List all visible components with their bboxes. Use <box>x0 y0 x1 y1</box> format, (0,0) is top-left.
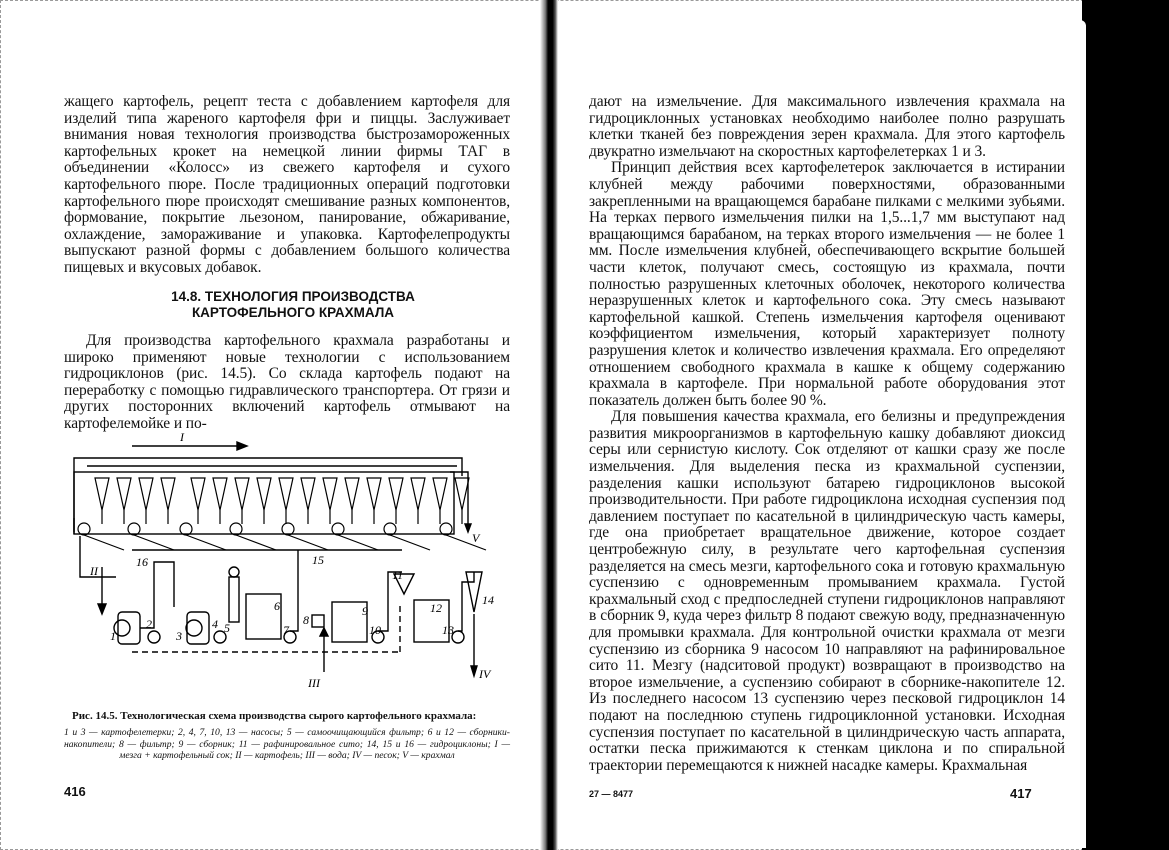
label-10: 10 <box>369 623 381 637</box>
grater-3-drum <box>186 620 202 636</box>
battery-pump <box>128 523 140 535</box>
sand-output-arrowhead <box>471 666 477 676</box>
label-V: V <box>472 531 480 545</box>
starch-output-arrowhead <box>465 524 471 532</box>
hydrocyclone-cone <box>455 478 469 510</box>
grater-1 <box>118 612 140 644</box>
left-paragraph-top <box>64 94 510 277</box>
left-paragraph-top-text: жащего картофель, рецепт теста с добавлением картофеля для изделий типа жареного картофеля фри и пиццы. Заслуживает внимания новая технология производства быстрозамороженных картофельных крокет на немецкой линии фирмы ТАГ в объединении «Колосс» из свежего картофеля и сухого картофельного пюре. После традиционных операций подготовки картофельного пюре происходят смешивание разных компонентов, формование, покрытие льезоном, панирование, обжаривание, охлаждение, замораживание и упаковка. Картофелепродукты выпускают разной формы с добавлением большого количества пищевых и вкусовых добавок. <box>64 93 510 276</box>
hydrocyclone-cone <box>191 478 205 510</box>
battery-pump <box>384 523 396 535</box>
left-page-number: 416 <box>64 784 86 799</box>
battery-feed-line <box>446 535 486 550</box>
label-II: II <box>90 564 98 578</box>
hydrocyclone-cone <box>257 478 271 510</box>
label-I: I <box>180 432 184 444</box>
right-page <box>549 0 1169 850</box>
hydrocyclone-cone <box>117 478 131 510</box>
label-15: 15 <box>312 553 324 567</box>
battery-pump <box>78 523 90 535</box>
right-paragraph-2: Принцип действия всех картофелетерок заключается в истирании клубней между рабочими поверхностями, образованными закрепленными на вращающемся барабане пилками с мелкими зубьями. На терках первого измельчения пилки на 1,5...1,7 мм выступают над вращающимся барабаном, на терках второго измельчения — не более 1 мм. После измельчения клубней, обеспечивающего вскрытие большей части клеток, получают смесь, состоящую из крахмала, почти полностью разрушенных клеточных оболочек, некоторого количества неразрушенных клеток и картофельного сока. Эту смесь называют картофельной кашкой. Степень измельчения картофеля оценивают коэффициентом измельчения, который характеризует полноту разрушения клеток и количество извлечения крахмала. Его определяют отношением свободного крахмала в кашке к общему содержанию крахмала в картофеле. При нормальной работе оборудования этот показатель должен быть более 90 %. <box>589 159 1065 409</box>
battery-pump <box>282 523 294 535</box>
hydrocyclone-cone <box>301 478 315 510</box>
figure-legend: 1 и 3 — картофелетерки; 2, 4, 7, 10, 13 — насосы; 5 — самоочищающийся фильтр; 6 и 12 — сборники-накопители; 8 — фильтр; 9 — сборник; 11 — рафинировальное сито; 14, 15 и 16 — гидроциклоны; I — мезга + картофельный сок; II — картофель; III — вода; IV — песок; V — крахмал <box>64 727 510 762</box>
grater-3 <box>187 612 209 644</box>
battery-feed-line <box>338 535 378 550</box>
battery-pump <box>440 523 452 535</box>
flow-I-arrowhead <box>237 442 247 450</box>
label-2: 2 <box>146 617 152 631</box>
filter-5-top <box>229 567 239 577</box>
right-paragraph-1: дают на измельчение. Для максимального извлечения крахмала на гидроциклонных установках необходимо наиболее полно разрушать клетки тканей без повреждения зерен крахмала. Для этого картофель двукратно измельчают на скоростных картофелетерках 1 и 3. <box>589 93 1065 160</box>
label-4: 4 <box>212 617 218 631</box>
right-column <box>589 94 1065 774</box>
label-3: 3 <box>176 629 182 643</box>
hydrocyclone-cone <box>367 478 381 510</box>
left-paragraph-section <box>64 333 510 433</box>
hydrocyclone-cone <box>95 478 109 510</box>
battery-pump <box>230 523 242 535</box>
battery-feed-line <box>134 535 174 550</box>
left-page <box>0 0 545 850</box>
battery-pump <box>332 523 344 535</box>
left-paragraph-section-text: Для производства картофельного крахмала разработаны и широко применяют новые технологии с использованием гидроциклонов (рис. 14.5). Со склада картофель подают на переработку с помощью гидравлического транспортера. От грязи и других посторонних включений картофель отмывают на картофелемойке и по- <box>64 332 510 432</box>
hydrocyclone-cone <box>323 478 337 510</box>
label-16: 16 <box>136 555 148 569</box>
battery-feed-line <box>84 535 124 550</box>
label-7: 7 <box>283 623 289 637</box>
return-to-15 <box>290 550 298 631</box>
battery-feed-line <box>390 535 430 550</box>
potato-input-arrowhead <box>98 604 106 614</box>
battery-feed-line <box>288 535 328 550</box>
process-flow-diagram <box>62 432 512 694</box>
hydrocyclone-cone <box>279 478 293 510</box>
left-return-line <box>80 536 116 577</box>
label-III: III <box>308 676 320 690</box>
label-9: 9 <box>362 604 368 618</box>
grater-1-drum <box>114 620 130 636</box>
hydrocyclone-cone <box>345 478 359 510</box>
section-heading-line2: КАРТОФЕЛЬНОГО КРАХМАЛА <box>191 305 395 320</box>
self-cleaning-filter-5 <box>229 577 239 622</box>
label-IV: IV <box>479 667 491 681</box>
printing-signature: 27 — 8477 <box>589 789 634 799</box>
right-page-number: 417 <box>1010 786 1032 801</box>
section-heading <box>143 289 443 321</box>
label-12: 12 <box>430 601 442 615</box>
section-heading-line1: 14.8. ТЕХНОЛОГИЯ ПРОИЗВОДСТВА <box>171 289 415 304</box>
battery-pump <box>180 523 192 535</box>
right-paragraph-3: Для повышения качества крахмала, его белизны и предупреждения развития микроорганизмов в картофельную кашку добавляют диоксид серы или сернистую кислоту. Сок отделяют от кашки сразу же после измельчения. Для выделения песка из крахмальной суспензии, разделения кашки используют батарею гидроциклонов высокой производительности. При работе гидроциклона исходная суспензия под давлением поступает по касательной в цилиндрическую часть камеры, где она приобретает вращательное движение, которое создает центробежную силу, в результате чего картофельная суспензия разделяется на смесь мезги, картофельного сока и готовую крахмальную суспензию с одновременным промыванием крахмала. Густой крахмальный сход с предпоследней ступени гидроциклонов направляют в сборник 9, куда через фильтр 8 подают свежую воду, предназначенную для промывки крахмала. Для контрольной очистки крахмала от мезги суспензию из сборника 9 насосом 10 направляют на рафинировальное сито 11. Мезгу (надситовой продукт) возвращают в производство на второе измельчение, а суспензию собирают в сборнике-накопителе 12. Из последнего насосом 13 суспензию через песковой гидроциклон 14 подают на последнюю ступень гидроциклонной установки. Исходная суспензия поступает по касательной в цилиндрическую часть аппарата, остатки песка прижимаются к стенкам циклона и по спиральной траектории перемещаются к нижней насадке камеры. Крахмальная <box>589 408 1065 774</box>
hydrocyclone-cone <box>389 478 403 510</box>
label-13: 13 <box>442 623 454 637</box>
hydrocyclone-cone <box>139 478 153 510</box>
hydrocyclone-cone <box>433 478 447 510</box>
top-manifold-outer <box>74 458 462 532</box>
label-1: 1 <box>110 629 116 643</box>
hydrocyclone-cone <box>411 478 425 510</box>
pump-2 <box>148 631 160 643</box>
figure-title: Рис. 14.5. Технологическая схема производства сырого картофельного крахмала: <box>72 710 477 722</box>
label-8: 8 <box>303 613 309 627</box>
battery-feed-line <box>186 535 226 550</box>
battery-feed-line <box>236 535 276 550</box>
filter-8 <box>312 615 324 627</box>
label-6: 6 <box>274 599 280 613</box>
hydrocyclone-battery <box>78 478 486 550</box>
diagram-labels <box>89 432 494 690</box>
hydrocyclone-cone <box>213 478 227 510</box>
label-11: 11 <box>392 568 404 582</box>
label-14: 14 <box>482 593 494 607</box>
hydrocyclone-cone <box>161 478 175 510</box>
hydrocyclone-cone <box>235 478 249 510</box>
label-5: 5 <box>224 621 230 635</box>
water-input-arrowhead <box>320 628 328 636</box>
